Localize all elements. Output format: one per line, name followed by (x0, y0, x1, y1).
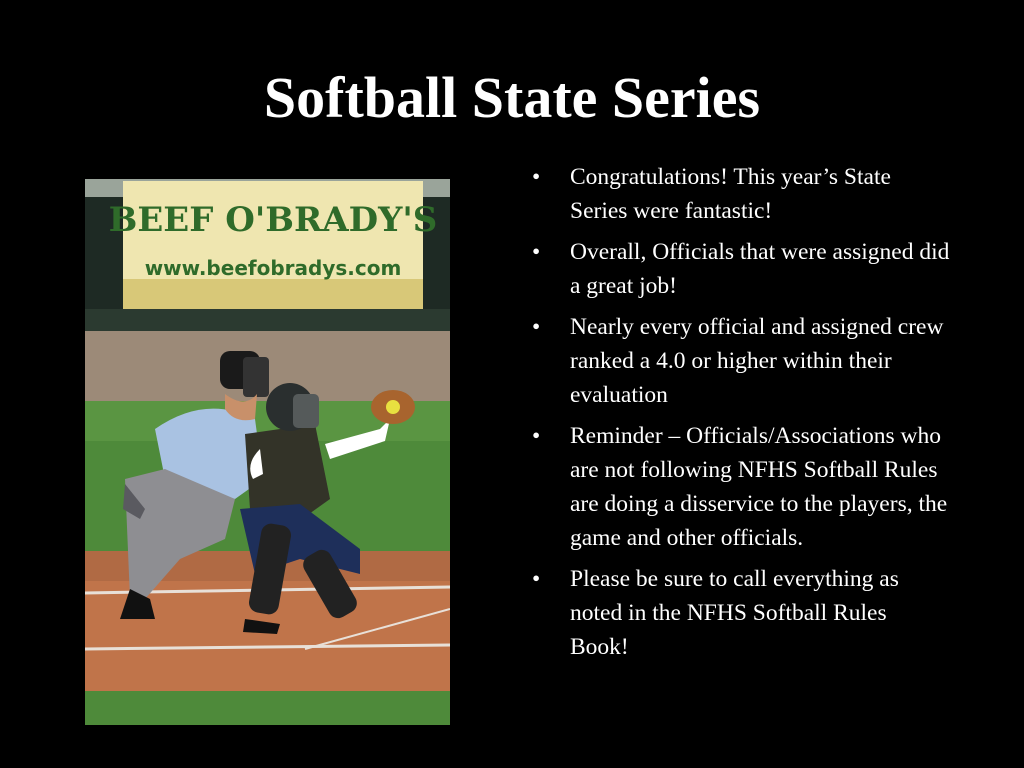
bullet-marker: • (532, 423, 541, 449)
bullet-item (530, 235, 950, 303)
bullet-item (530, 562, 950, 664)
banner-logo-text: BEEF O'BRADY'S (108, 200, 438, 240)
bullet-marker: • (532, 314, 541, 340)
bullet-text: Please be sure to call everything as noted in the NFHS Softball Rules Book! (570, 566, 899, 660)
bullet-text: Congratulations! This year’s State Series were fantastic! (570, 164, 891, 224)
bullet-list (530, 160, 950, 671)
slide-title: Softball State Series (263, 65, 761, 130)
bullet-text: Overall, Officials that were assigned did a great job! (570, 239, 950, 299)
bullet-text: Reminder – Officials/Associations who are not following NFHS Softball Rules are doing a disservice to the players, the game and other officials. (570, 423, 948, 551)
sponsor-banner (109, 181, 438, 309)
bullet-item (530, 160, 950, 228)
bullet-marker: • (532, 164, 541, 190)
bullet-marker: • (532, 239, 541, 265)
bullet-text: Nearly every official and assigned crew ranked a 4.0 or higher within their evaluation (570, 314, 944, 408)
banner-url-text: www.beefobradys.com (144, 256, 402, 280)
bullet-item (530, 419, 950, 555)
bullet-marker: • (532, 566, 541, 592)
softball-photo (85, 179, 450, 725)
bullet-item (530, 310, 950, 412)
